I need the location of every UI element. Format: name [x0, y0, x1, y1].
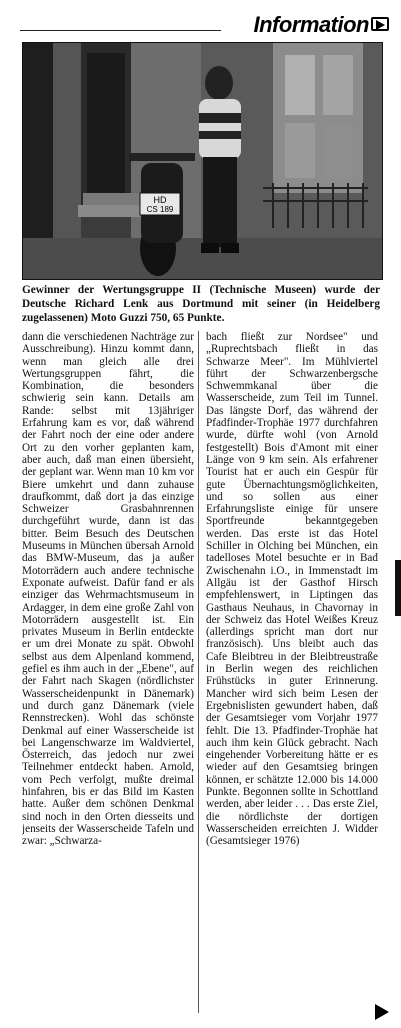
section-header [0, 8, 401, 38]
license-plate-line2: CS 189 [146, 205, 174, 214]
column-divider [198, 331, 199, 1013]
motorcycle-rider-image [23, 43, 382, 279]
arrow-box-icon [371, 17, 389, 31]
article-photo [22, 42, 383, 280]
article-body [0, 331, 401, 1021]
section-title: Information [253, 12, 369, 37]
header-rule [20, 30, 221, 31]
next-page-arrow-icon [375, 1004, 389, 1020]
license-plate-line1: HD [153, 195, 167, 205]
article-column-right: bach fließt zur Nordsee" und „Ruprechtsbach fließt in das Schwarze Meer". Im Mühlviertel führt der Schwarzenbergsche Schwemmkanal über die Wasserscheide, zum Teil im Tunnel. Das längste Dorf, das während der Pfadfinder-Trophäe 1977 durchfahren wurde, dürfte wohl (von Arnold festgestellt) Bois d'Amont mit einer Länge von 9 km sein. Als erfahrener Tourist hat er auch ein Gespür für gute Übernachtungsmöglichkeiten, und so sollen aus einer Erfahrungsliste einige für unsere Sportfreunde bekanntgegeben werden. Das erste ist das Hotel Schiller in Olching bei München, ein tadelloses Motel besuchte er in Bad Zwischenahn i.O., in Immenstadt im Allgäu ist der Gasthof Hirsch empfehlenswert, in Liptingen das Gasthaus Neuhaus, in Chavornay in der Schweiz das Hotel Weißes Kreuz (allerdings spricht man dort nur französisch). Uns bleibt auch das Cafe Bleibtreu in der Bleibtreustraße in Berlin wegen des reichlichen Frühstücks in guter Erinnerung. Mancher wird sich beim Lesen der Ergebnislisten gewundert haben, daß der Gesamtsieger vom Vorjahr 1977 fehlt. Die 13. Pfadfinder-Trophäe hat auch ihm kein Glück gebracht. Nach eingehender Vorbereitung hätte er es wieder auf den Gesamtsieg bringen können, er schätzte 12.000 bis 14.000 Punkte. Begonnen sollte in Schottland werden, aber leider . . . Das erste Ziel, die nördlichste der dortigen Wasserscheiden erreichten J. Widder (Gesamtsieger 1976) [206, 331, 378, 848]
edge-mark [395, 560, 401, 616]
article-column-left: dann die verschiedenen Nachträge zur Ausschreibung). Hinzu kommt dann, wenn man gleich alle drei Wertungsgruppen fährt, die Kombination, die besonders schwierig sein kann. Details am Rande: selbst mit 13jähriger Erfahrung kam es vor, daß während der Fahrt noch der eine oder andere Ort zu den vorher geplanten kam, aber auch, daß man einen übersieht, der geplant war. Wenn man 10 km vor Biere umkehrt und dann zuhause draufkommt, daß dort ja das einzige Schweizer Grasbahnrennen durchgeführt wurde, dann ist das bitter. Beim Besuch des Deutschen Museums in München übersah Arnold das BMW-Museum, das ja außer Motorrädern auch andere technische Exponate aufweist. Dafür fand er als einziger das Wehrmachtsmuseum in Ardagger, in dem eine große Zahl von Motorrädern ausgestellt ist. Ein privates Museum in Berlin entdeckte er um drei Monate zu spät. Obwohl selbst aus dem Alpenland kommend, gefiel es ihm auch in der „Ebene", auf der Fahrt nach Skagen (nördlichster Wasserscheidenpunkt in Dänemark) und durch ganz Dänemark (viele Rennstrecken). Wohl das schönste Denkmal auf einer Wasserscheide ist bei Langenschwarze im Waldviertel, Österreich, das jedoch nur zwei Teilnehmer entdeckt haben. Arnold, vom Pech verfolgt, mußte dreimal hinfahren, bis er das Bild im Kasten hatte. Außer dem schönen Denkmal sind noch in den Orten diesseits und jenseits der Wasserscheide Tafeln und zwar: „Schwarza- [22, 331, 194, 848]
photo-caption: Gewinner der Wertungsgruppe II (Technische Museen) wurde der Deutsche Richard Lenk aus Dortmund mit seiner (in Heidelberg zugelassenen) Moto Guzzi 750, 65 Punkte. [22, 284, 380, 324]
